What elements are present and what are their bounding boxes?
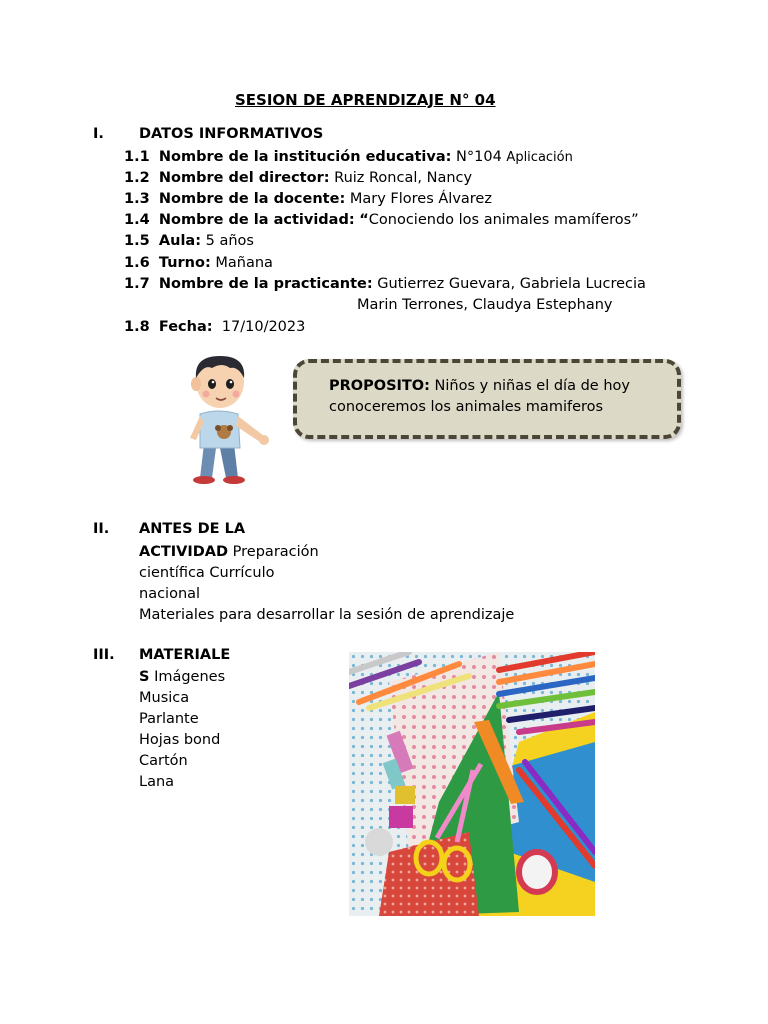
boy-illustration	[182, 352, 274, 486]
info-label-quote: “	[359, 212, 369, 228]
section-3-heading-line-2: S	[139, 669, 150, 685]
materials-item-text: Imágenes	[154, 669, 226, 685]
section-2-text: Preparación	[232, 544, 319, 560]
info-label: Nombre de la institución educativa:	[158, 149, 452, 165]
info-number: 1.2	[124, 170, 150, 186]
materials-item-6: Lana	[139, 774, 175, 790]
info-value-small: Aplicación	[506, 150, 573, 165]
proposito-text	[329, 376, 669, 418]
info-item-1-2	[124, 168, 472, 189]
info-label: Nombre de la practicante:	[158, 276, 373, 292]
section-2-line-1	[139, 542, 319, 563]
section-2-heading-line-2: ACTIVIDAD	[139, 544, 229, 560]
info-value: Conociendo los animales mamíferos”	[368, 212, 639, 228]
info-value: Mary Flores Álvarez	[349, 191, 492, 207]
info-value: 5 años	[205, 233, 254, 249]
info-label: Nombre de la actividad:	[158, 212, 355, 228]
info-item-1-5	[124, 231, 254, 252]
info-value: N°104	[456, 149, 502, 165]
materials-item-2: Musica	[139, 690, 190, 706]
proposito-callout	[293, 359, 681, 439]
section-2-line-4: Materiales para desarrollar la sesión de aprendizaje	[139, 607, 515, 623]
info-number: 1.3	[124, 191, 150, 207]
materials-item-3: Parlante	[139, 711, 199, 727]
materials-item-5: Cartón	[139, 753, 188, 769]
info-label: Aula:	[158, 233, 202, 249]
proposito-text-line-1: Niños y niñas el día de hoy	[434, 378, 630, 394]
materials-item-1	[139, 667, 225, 688]
info-number: 1.8	[124, 319, 150, 335]
proposito-text-line-2: conoceremos los animales mamiferos	[329, 399, 604, 415]
section-3-number: III.	[93, 647, 115, 663]
info-number: 1.1	[124, 149, 150, 165]
info-item-1-3	[124, 189, 492, 210]
info-number: 1.6	[124, 255, 150, 271]
info-value: Mañana	[215, 255, 273, 271]
info-value: 17/10/2023	[221, 319, 306, 335]
section-2-line-3: nacional	[139, 586, 201, 602]
info-item-1-6	[124, 253, 273, 274]
materials-item-4: Hojas bond	[139, 732, 221, 748]
section-1-number: I.	[93, 126, 104, 142]
info-value: Ruiz Roncal, Nancy	[334, 170, 473, 186]
section-3-heading-line-1: MATERIALE	[139, 647, 231, 663]
info-number: 1.5	[124, 233, 150, 249]
info-item-1-8	[124, 317, 305, 338]
section-1-heading: DATOS INFORMATIVOS	[139, 126, 324, 142]
info-item-1-7-second-line: Marin Terrones, Claudya Estephany	[357, 297, 613, 313]
info-label: Nombre de la docente:	[158, 191, 346, 207]
materials-photo	[349, 652, 595, 916]
info-item-1-4	[124, 210, 639, 231]
document-title: SESION DE APRENDIZAJE N° 04	[235, 91, 496, 109]
info-label: Nombre del director:	[158, 170, 330, 186]
info-number: 1.7	[124, 276, 150, 292]
section-2-number: II.	[93, 521, 110, 537]
info-label: Turno:	[158, 255, 211, 271]
proposito-label: PROPOSITO:	[329, 378, 430, 394]
info-item-1-7	[124, 274, 646, 295]
section-2-line-2: científica Currículo	[139, 565, 275, 581]
info-number: 1.4	[124, 212, 150, 228]
info-value: Gutierrez Guevara, Gabriela Lucrecia	[377, 276, 646, 292]
info-label: Fecha:	[158, 319, 213, 335]
section-2-heading-line-1: ANTES DE LA	[139, 521, 246, 537]
info-item-1-1	[124, 147, 573, 168]
